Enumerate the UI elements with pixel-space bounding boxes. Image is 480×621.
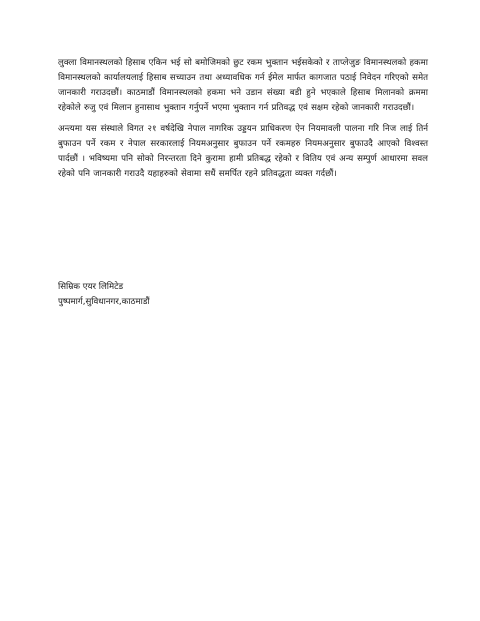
company-name: सिम्रिक एयर लिमिटेड (58, 282, 124, 292)
signature-block (58, 280, 358, 310)
company-address: पुष्पमार्ग,सुविधानगर,काठमाडौं (58, 297, 150, 307)
paragraph-refund-status: लुक्ला विमानस्थलको हिसाब एकिन भई सो बमोजिमको छुट रकम भुक्तान भईसकेको र ताप्लेजुङ विमानस्थलको हकमा विमानस्थलको कार्यालयलाई हिसाब सच्याउन तथा अध्यावधिक गर्न ईमेल मार्फत कागजात पठाई निवेदन गरिएको समेत जानकारी गराउदछौं। काठमाडौं विमानस्थलको हकमा भने उडान संख्या बडी हुने भएकाले हिसाब मिलानको क्रममा रहेकोले रुजु एवं मिलान हुनासाथ भुक्तान गर्नुपर्ने भएमा भुक्तान गर्न प्रतिवद्ध एवं सक्षम रहेको जानकारी गराउदछौं। (58, 58, 428, 113)
paragraph-closing-commitment: अन्त्यमा यस संस्थाले विगत २१ वर्षदेखि नेपाल नागरिक उड्डयन प्राधिकरण ऐन नियमावली पालना गरि निज लाई तिर्न बुफाउन पर्ने रकम र नेपाल सरकारलाई नियमअनुसार बुफाउन पर्ने रकमहरु नियमअनुसार बुफाउदै आएको विश्वस्त पार्दछौं । भविष्यमा पनि सोको निरन्तरता दिने कुरामा हामी प्रतिबद्ध रहेको र वितिय एवं अन्य सम्पुर्ण आधारमा सवल रहेको पनि जानकारी गराउदै यहाहरुको सेवामा सधैं समर्पित रहने प्रतिवद्धता व्यक्त गर्दछौं। (58, 124, 428, 179)
letter-body (58, 56, 428, 188)
